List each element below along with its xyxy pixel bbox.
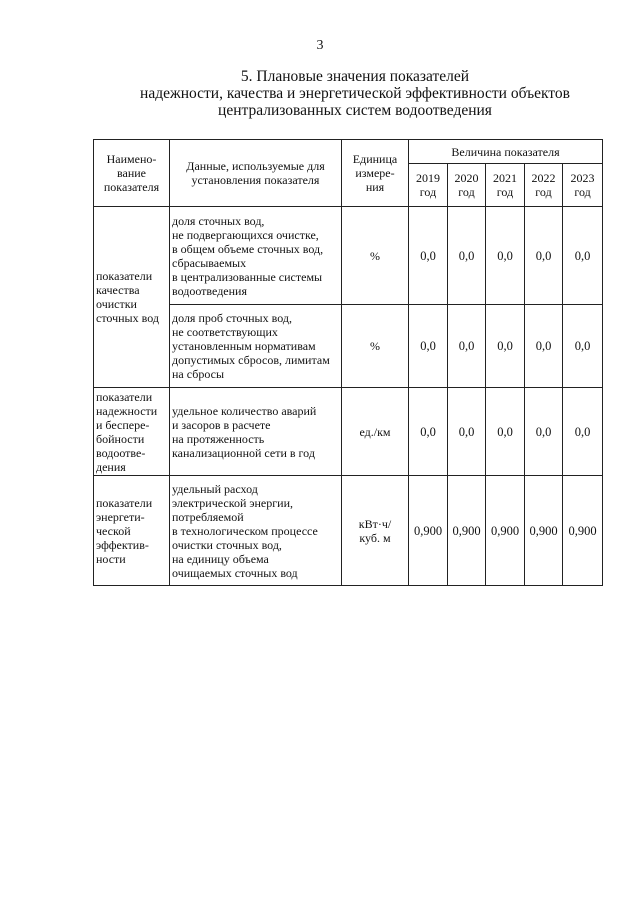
header-year: 2020 год xyxy=(448,164,486,207)
indicator-group-name: показатели качества очистки сточных вод xyxy=(94,207,170,388)
value-cell: 0,0 xyxy=(525,388,563,476)
table-row xyxy=(94,476,603,586)
value-cell: 0,900 xyxy=(486,476,525,586)
value-cell: 0,0 xyxy=(563,305,603,388)
indicator-group-name: показатели энергети- ческой эффектив- ности xyxy=(94,476,170,586)
header-year: 2021 год xyxy=(486,164,525,207)
header-unit: Единица измере- ния xyxy=(342,140,409,207)
value-cell: 0,900 xyxy=(525,476,563,586)
value-cell: 0,900 xyxy=(409,476,448,586)
indicator-description: доля сточных вод, не подвергающихся очистке, в общем объеме сточных вод, сбрасываемых в централизованные системы водоотведения xyxy=(170,207,342,305)
value-cell: 0,0 xyxy=(486,207,525,305)
value-cell: 0,0 xyxy=(525,207,563,305)
indicator-unit: ед./км xyxy=(342,388,409,476)
header-value: Величина показателя xyxy=(409,140,603,164)
indicator-unit: кВт·ч/ куб. м xyxy=(342,476,409,586)
header-year: 2023 год xyxy=(563,164,603,207)
value-cell: 0,0 xyxy=(486,305,525,388)
value-cell: 0,0 xyxy=(448,207,486,305)
page-number: 3 xyxy=(316,38,324,53)
value-cell: 0,0 xyxy=(563,388,603,476)
indicator-unit: % xyxy=(342,207,409,305)
indicators-table xyxy=(93,139,603,586)
value-cell: 0,0 xyxy=(486,388,525,476)
value-cell: 0,0 xyxy=(525,305,563,388)
table-row xyxy=(94,388,603,476)
value-cell: 0,900 xyxy=(448,476,486,586)
indicator-group-name: показатели надежности и беспере- бойности водоотве- дения xyxy=(94,388,170,476)
table-row xyxy=(94,305,603,388)
indicator-unit: % xyxy=(342,305,409,388)
header-year: 2022 год xyxy=(525,164,563,207)
header-indicator-name: Наимено- вание показателя xyxy=(94,140,170,207)
title-line-1: 5. Плановые значения показателей xyxy=(240,68,470,85)
value-cell: 0,0 xyxy=(563,207,603,305)
indicator-description: удельное количество аварий и засоров в расчете на протяженность канализационной сети в год xyxy=(170,388,342,476)
header-year: 2019 год xyxy=(409,164,448,207)
page-title xyxy=(120,68,590,119)
value-cell: 0,0 xyxy=(448,305,486,388)
value-cell: 0,0 xyxy=(409,207,448,305)
value-cell: 0,0 xyxy=(409,388,448,476)
value-cell: 0,900 xyxy=(563,476,603,586)
value-cell: 0,0 xyxy=(448,388,486,476)
indicator-description: доля проб сточных вод, не соответствующих установленным нормативам допустимых сбросов, лимитам на сбросы xyxy=(170,305,342,388)
title-line-3: централизованных систем водоотведения xyxy=(218,102,492,119)
title-line-2: надежности, качества и энергетической эффективности объектов xyxy=(140,85,570,102)
table-row xyxy=(94,207,603,305)
indicator-description: удельный расход электрической энергии, потребляемой в технологическом процессе очистки сточных вод, на единицу объема очищаемых сточных вод xyxy=(170,476,342,586)
header-source-data: Данные, используемые для установления показателя xyxy=(170,140,342,207)
value-cell: 0,0 xyxy=(409,305,448,388)
